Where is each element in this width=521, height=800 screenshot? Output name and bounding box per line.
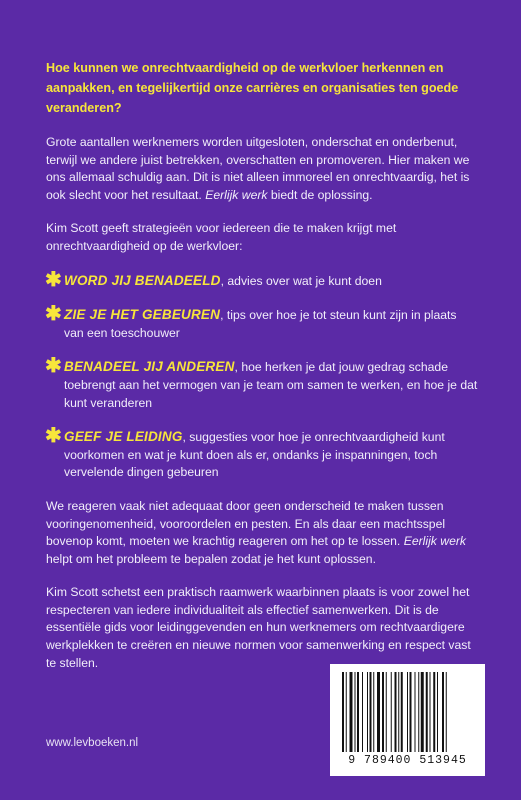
bullet-item — [45, 425, 478, 482]
publisher-url[interactable]: www.levboeken.nl — [46, 737, 139, 749]
barcode-bar — [410, 672, 412, 752]
asterisk-icon: ✱ — [45, 303, 62, 326]
barcode-bar — [415, 672, 416, 752]
bullet-title: GEEF JE LEIDING — [64, 429, 183, 445]
barcode-bar — [355, 672, 356, 752]
isbn-barcode — [330, 664, 485, 776]
barcode-bar — [421, 672, 424, 752]
barcode-bar — [357, 672, 359, 752]
bullet-text: , hoe herken je dat jouw gedrag schade toebrengt aan het vermogen van je team om samen te werken, en hoe je dat kunt veranderen — [64, 360, 478, 410]
asterisk-icon: ✱ — [45, 268, 62, 291]
barcode-bar — [433, 672, 435, 752]
asterisk-icon: ✱ — [45, 425, 62, 448]
barcode-bar — [350, 672, 353, 752]
barcode-icon — [340, 672, 476, 752]
bullet-item — [45, 268, 478, 291]
barcode-bar — [391, 672, 392, 752]
bullet-item — [45, 303, 478, 342]
barcode-bar — [373, 672, 374, 752]
barcode-bar — [342, 672, 344, 752]
barcode-bar — [386, 672, 387, 752]
barcode-bar — [398, 672, 399, 752]
bullet-text: , advies over wat je kunt doen — [220, 273, 382, 288]
barcode-bar — [418, 672, 419, 752]
barcode-bar — [362, 672, 363, 752]
barcode-bar — [367, 672, 368, 752]
lead-question: Hoe kunnen we onrechtvaardigheid op de werkvloer herkennen en aanpakken, en tegelijkertijd onze carrières en organisaties ten goede veranderen? — [46, 61, 459, 115]
bullet-text: , tips over hoe je tot steun kunt zijn in plaats van een toeschouwer — [64, 308, 457, 340]
paragraph-bias: We reageren vaak niet adequaat door geen onderscheid te maken tussen vooringenomenheid, vooroordelen en pesten. En als daar een machtsspel bovenop komt, moeten we krachtig reageren om het op te lossen. Eerlijk werk helpt om het probleem te bepalen zodat je het kunt oplossen. — [46, 498, 467, 566]
barcode-bar — [382, 672, 384, 752]
paragraph-strategies: Kim Scott geeft strategieën voor iedereen die te maken krijgt met onrechtvaardigheid op de werkvloer: — [46, 221, 397, 253]
bullet-title: BENADEEL JIJ ANDEREN — [64, 359, 235, 375]
asterisk-icon: ✱ — [45, 355, 62, 378]
barcode-bar — [395, 672, 397, 752]
barcode-bar — [442, 672, 444, 752]
back-cover-text — [46, 58, 478, 688]
bullet-title: ZIE JE HET GEBEUREN — [64, 307, 221, 323]
bullet-item — [45, 355, 478, 412]
barcode-bar — [407, 672, 408, 752]
barcode-bar — [437, 672, 438, 752]
barcode-bar — [426, 672, 428, 752]
paragraph-framework: Kim Scott schetst een praktisch raamwerk waarbinnen plaats is voor zowel het respecteren van iedere individualiteit als effectief samenwerken. Dit is de essentiële gids voor leidinggevenden en hun werknemers om rechtvaardigere werkplekken te creëren en nieuwe normen voor samenwerking en respect vast te stellen. — [46, 585, 471, 670]
barcode-bar — [346, 672, 347, 752]
isbn-number: 9 789400 513945 — [348, 754, 467, 767]
barcode-bar — [430, 672, 431, 752]
bullet-text: , suggesties voor hoe je onrechtvaardigheid kunt voorkomen en wat je kunt doen als er, ondanks je inspanningen, toch vervelende dingen gebeuren — [64, 430, 445, 480]
barcode-bar — [377, 672, 380, 752]
bullet-title: WORD JIJ BENADEELD — [64, 272, 221, 288]
barcode-bar — [446, 672, 447, 752]
paragraph-intro: Grote aantallen werknemers worden uitgesloten, onderschat en onderbenut, terwijl we andere juist betrekken, overschatten en promoveren. Hier maken we ons allemaal schuldig aan. Dit is niet alleen immoreel en onrechtvaardig, het is ook slecht voor het resultaat. Eerlijk werk biedt de oplossing. — [46, 135, 470, 202]
barcode-bar — [370, 672, 372, 752]
barcode-bar — [401, 672, 403, 752]
